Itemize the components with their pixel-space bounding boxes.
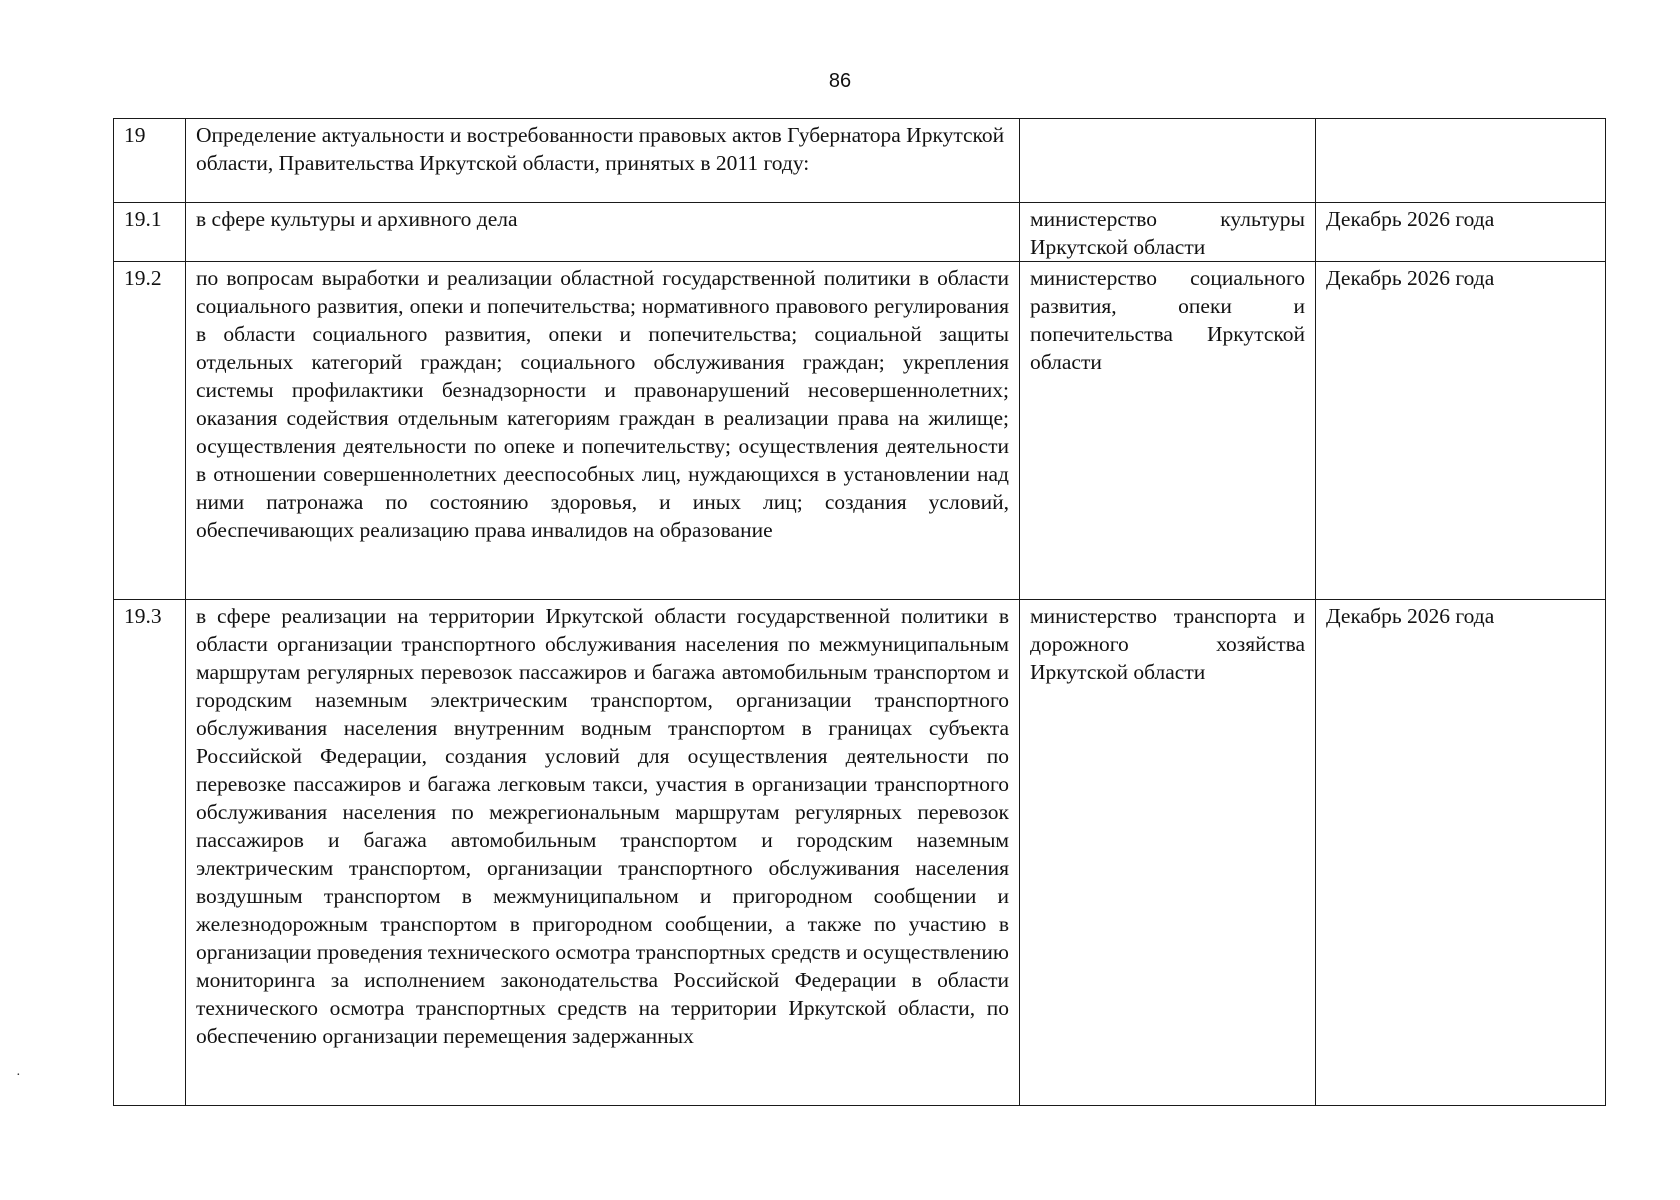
row-number: 19.3 xyxy=(114,600,186,1106)
row-description: в сфере реализации на территории Иркутской области государственной политики в области организации транспортного обслуживания населения по межмуниципальным маршрутам регулярных перевозок пассажиров и багажа автомобильным транспортом и городским наземным электрическим транспортом, организации транспортного обслуживания населения внутренним водным транспортом в границах субъекта Российской Федерации, создания условий для осуществления деятельности по перевозке пассажиров и багажа легковым такси, участия в организации транспортного обслуживания населения по межрегиональным маршрутам регулярных перевозок пассажиров и багажа автомобильным транспортом и городским наземным электрическим транспортом, организации транспортного обслуживания населения воздушным транспортом в межмуниципальном и пригородном сообщении и железнодорожным транспортом в пригородном сообщении, а также по участию в организации проведения технического осмотра транспортных средств и осуществлению мониторинга за исполнением законодательства Российской Федерации в области технического осмотра транспортных средств на территории Иркутской области, по обеспечению организации перемещения задержанных xyxy=(186,600,1020,1106)
page-number: 86 xyxy=(828,70,852,92)
table-row xyxy=(114,203,1606,262)
row-number: 19.2 xyxy=(114,262,186,600)
table-row xyxy=(114,262,1606,600)
table-row xyxy=(114,119,1606,203)
row-description: Определение актуальности и востребованности правовых актов Губернатора Иркутской области, Правительства Иркутской области, принятых в 2011 году: xyxy=(186,119,1020,203)
scan-speck: · xyxy=(16,1068,21,1083)
row-responsible: министерство социального развития, опеки и попечительства Иркутской области xyxy=(1020,262,1316,600)
row-deadline: Декабрь 2026 года xyxy=(1316,203,1606,262)
plan-table xyxy=(113,118,1606,1106)
table-row xyxy=(114,600,1606,1106)
row-responsible: министерство транспорта и дорожного хозяйства Иркутской области xyxy=(1020,600,1316,1106)
row-number: 19.1 xyxy=(114,203,186,262)
row-description: в сфере культуры и архивного дела xyxy=(186,203,1020,262)
row-number: 19 xyxy=(114,119,186,203)
row-responsible: министерство культуры Иркутской области xyxy=(1020,203,1316,262)
row-deadline xyxy=(1316,119,1606,203)
row-deadline: Декабрь 2026 года xyxy=(1316,600,1606,1106)
row-description: по вопросам выработки и реализации областной государственной политики в области социального развития, опеки и попечительства; нормативного правового регулирования в области социального развития, опеки и попечительства; социальной защиты отдельных категорий граждан; социального обслуживания граждан; укрепления системы профилактики безнадзорности и правонарушений несовершеннолетних; оказания содействия отдельным категориям граждан в реализации права на жилище; осуществления деятельности по опеке и попечительству; осуществления деятельности в отношении совершеннолетних дееспособных лиц, нуждающихся в установлении над ними патронажа по состоянию здоровья, и иных лиц; создания условий, обеспечивающих реализацию права инвалидов на образование xyxy=(186,262,1020,600)
row-deadline: Декабрь 2026 года xyxy=(1316,262,1606,600)
row-responsible xyxy=(1020,119,1316,203)
